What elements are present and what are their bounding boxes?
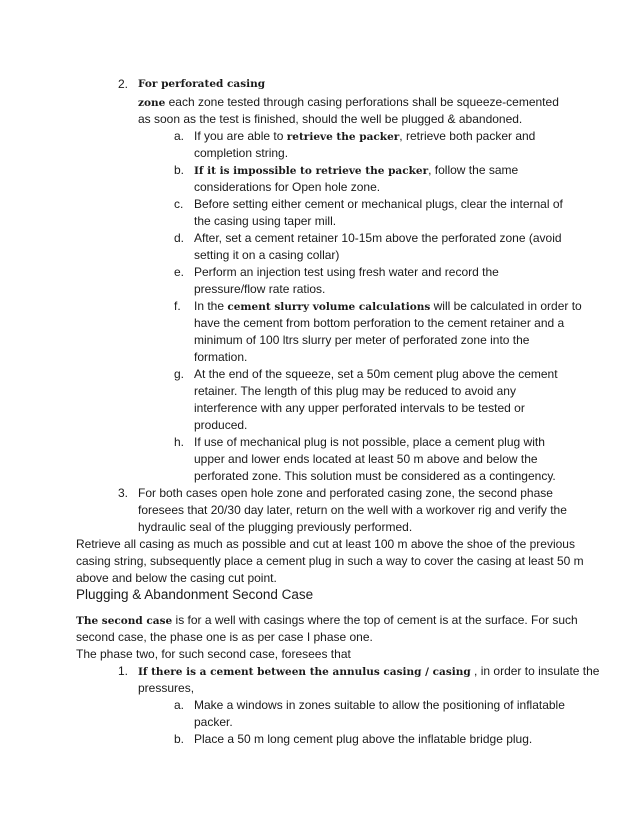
list-item-line: packer. — [194, 715, 233, 729]
text: In the — [194, 299, 228, 313]
item-title: For perforated casing — [138, 78, 266, 90]
bold-text: zone — [138, 97, 166, 109]
list-item: Make a windows in zones suitable to allow the positioning of inflatable — [194, 698, 565, 712]
paragraph-line — [138, 94, 559, 112]
list-item-line: perforated zone. This solution must be considered as a contingency. — [194, 469, 556, 483]
list-item-line: upper and lower ends located at least 50 m above and below the — [194, 452, 538, 466]
list-item — [138, 663, 599, 681]
text: , retrieve both packer and — [399, 129, 536, 143]
list-item-line: produced. — [194, 418, 248, 432]
text: , follow the same — [428, 163, 519, 177]
section-heading: Plugging & Abandonment Second Case — [76, 587, 314, 602]
paragraph-line: as soon as the test is finished, should the well be plugged & abandoned. — [138, 112, 523, 126]
list-item-line: foresees that 20/30 day later, return on the well with a workover rig and verify the — [138, 503, 567, 517]
list-item-line: the casing using taper mill. — [194, 214, 337, 228]
list-marker: 1. — [118, 664, 129, 678]
list-marker: h. — [174, 435, 185, 449]
list-marker: b. — [174, 163, 185, 177]
list-item: At the end of the squeeze, set a 50m cement plug above the cement — [194, 367, 558, 381]
paragraph-line: casing string, subsequently place a cement plug in such a way to cover the casing at least 50 m — [76, 554, 584, 568]
list-item — [194, 162, 518, 180]
list-marker: g. — [174, 367, 185, 381]
text: is for a well with casings where the top of cement is at the surface. For such — [172, 613, 578, 627]
bold-text: cement slurry volume calculations — [227, 301, 431, 313]
list-item-line: formation. — [194, 350, 248, 364]
list-item — [194, 128, 535, 146]
list-marker: a. — [174, 698, 185, 712]
list-marker: a. — [174, 129, 185, 143]
list-item-line: hydraulic seal of the plugging previously performed. — [138, 520, 413, 534]
list-item-line: interference with any upper perforated intervals to be tested or — [194, 401, 525, 415]
bold-text: retrieve the packer — [286, 131, 400, 143]
list-marker: d. — [174, 231, 185, 245]
list-item: After, set a cement retainer 10-15m above the perforated zone (avoid — [194, 231, 562, 245]
paragraph-line: second case, the phase one is as per case I phase one. — [76, 630, 373, 644]
text: , in order to insulate the — [470, 664, 600, 678]
list-marker: f. — [174, 299, 181, 313]
list-item-line: completion string. — [194, 146, 289, 160]
paragraph-line: above and below the casing cut point. — [76, 571, 277, 585]
list-item: Place a 50 m long cement plug above the inflatable bridge plug. — [194, 732, 533, 746]
list-item-line: considerations for Open hole zone. — [194, 180, 381, 194]
list-marker: 2. — [118, 77, 129, 91]
list-item: If use of mechanical plug is not possible, place a cement plug with — [194, 435, 545, 449]
list-item-line: setting it on a casing collar) — [194, 248, 340, 262]
list-item-line: retainer. The length of this plug may be reduced to avoid any — [194, 384, 516, 398]
bold-text: If it is impossible to retrieve the packer — [194, 165, 429, 177]
list-marker: 3. — [118, 486, 129, 500]
paragraph-line — [76, 612, 578, 630]
text: each zone tested through casing perforations shall be squeeze-cemented — [165, 95, 559, 109]
list-item: Perform an injection test using fresh water and record the — [194, 265, 499, 279]
list-item-line: pressure/flow rate ratios. — [194, 282, 326, 296]
paragraph-line: The phase two, for such second case, foresees that — [76, 647, 351, 661]
list-item: For both cases open hole zone and perforated casing zone, the second phase — [138, 486, 553, 500]
list-item-line: pressures, — [138, 681, 195, 695]
list-marker: c. — [174, 197, 184, 211]
list-marker: b. — [174, 732, 185, 746]
list-item-line: have the cement from bottom perforation to the cement retainer and a — [194, 316, 565, 330]
bold-text: The second case — [76, 615, 173, 627]
list-marker: e. — [174, 265, 185, 279]
text: will be calculated in order to — [430, 299, 582, 313]
list-item-line: minimum of 100 ltrs slurry per meter of perforated zone into the — [194, 333, 530, 347]
text: If you are able to — [194, 129, 287, 143]
bold-text: If there is a cement between the annulus casing / casing — [138, 666, 471, 678]
list-item: Before setting either cement or mechanical plugs, clear the internal of — [194, 197, 563, 211]
list-item — [194, 298, 582, 316]
paragraph-line: Retrieve all casing as much as possible and cut at least 100 m above the shoe of the previous — [76, 537, 575, 551]
